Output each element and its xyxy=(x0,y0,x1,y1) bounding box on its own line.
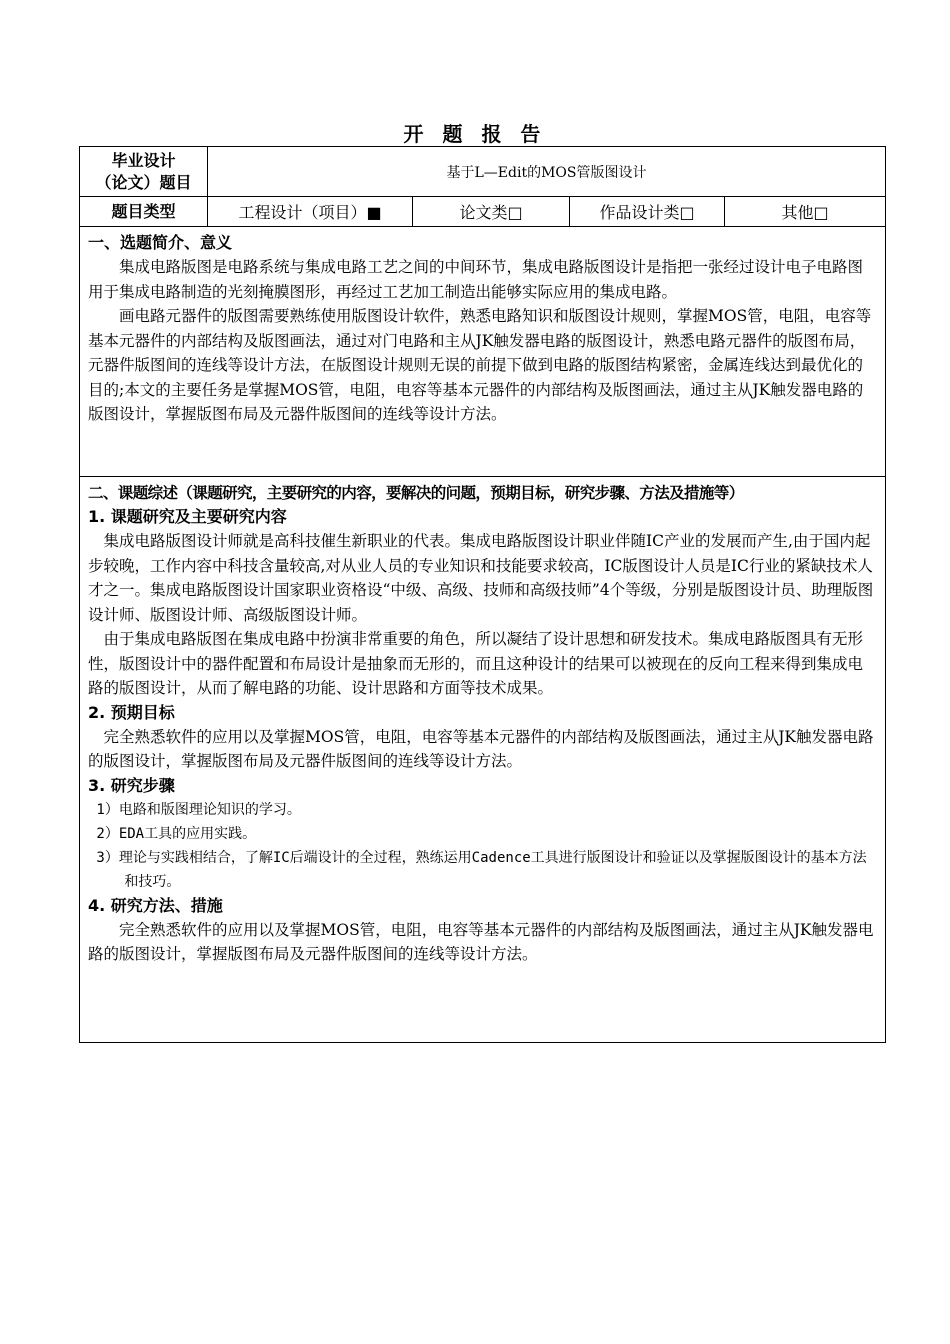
section1-paragraph: 集成电路版图是电路系统与集成电路工艺之间的中间环节，集成电路版图设计是指把一张经过设计电子电路图用于集成电路制造的光刻掩膜图形，再经过工艺加工制造出能够实际应用的集成电路。 xyxy=(88,258,864,301)
section1-heading: 一、选题简介、意义 xyxy=(88,233,233,252)
section2-row xyxy=(80,477,886,1043)
step-item: 2）EDA工具的应用实践。 xyxy=(96,825,257,842)
section2-cell xyxy=(80,477,886,1043)
topic-label-line2: （论文）题目 xyxy=(95,172,192,192)
sub3-heading: 3. 研究步骤 xyxy=(88,775,175,795)
sub4-heading: 4. 研究方法、措施 xyxy=(88,895,223,915)
sub2-paragraph: 完全熟悉软件的应用以及掌握MOS管，电阻，电容等基本元器件的内部结构及版图画法，通过主从JK触发器电路的版图设计，掌握版图布局及元器件版图间的连线等设计方法。 xyxy=(88,727,874,770)
type-option-thesis[interactable]: 论文类□ xyxy=(413,197,570,227)
page-title: 开 题 报 告 xyxy=(403,122,547,146)
sub4-paragraph: 完全熟悉软件的应用以及掌握MOS管，电阻，电容等基本元器件的内部结构及版图画法，通过主从JK触发器电路的版图设计，掌握版图布局及元器件版图间的连线等设计方法。 xyxy=(88,920,874,963)
topic-label xyxy=(80,147,208,197)
type-row xyxy=(80,197,886,227)
type-option-engineering[interactable]: 工程设计（项目）■ xyxy=(208,197,413,227)
step-item: 3）理论与实践相结合，了解IC后端设计的全过程，熟练运用Cadence工具进行版图设计和验证以及掌握版图设计的基本方法和技巧。 xyxy=(96,849,867,890)
sub1-paragraph: 集成电路版图设计师就是高科技催生新职业的代表。集成电路版图设计职业伴随IC产业的发展而产生,由于国内起步较晚，工作内容中科技含量较高,对从业人员的专业知识和技能要求较高，IC版图设计人员是IC行业的紧缺技术人才之一。集成电路版图设计国家职业资格设“中级、高级、技师和高级技师”4个等级，分别是版图设计员、助理版图设计师、版图设计师、高级版图设计师。 xyxy=(88,532,874,624)
section2-heading: 二、课题综述（课题研究，主要研究的内容，要解决的问题，预期目标，研究步骤、方法及措施等） xyxy=(88,484,744,502)
sub1-heading: 1. 课题研究及主要研究内容 xyxy=(88,507,287,526)
type-option-other[interactable]: 其他□ xyxy=(725,197,886,227)
sub1-paragraph: 由于集成电路版图在集成电路中扮演非常重要的角色，所以凝结了设计思想和研发技术。集成电路版图具有无形性，版图设计中的器件配置和布局设计是抽象而无形的，而且这种设计的结果可以被现在的反向工程来得到集成电路的版图设计，从而了解电路的功能、设计思路和方面等技术成果。 xyxy=(88,630,864,697)
section1-row xyxy=(80,227,886,477)
report-table xyxy=(79,146,886,1043)
topic-value: 基于L—Edit的MOS管版图设计 xyxy=(208,147,886,197)
section1-paragraph: 画电路元器件的版图需要熟练使用版图设计软件，熟悉电路知识和版图设计规则，掌握MOS管，电阻，电容等基本元器件的内部结构及版图画法，通过对门电路和主从JK触发器电路的版图设计，熟悉电路元器件的版图布局，元器件版图间的连线等设计方法，在版图设计规则无误的前提下做到电路的版图结构紧密，金属连线达到最优化的目的;本文的主要任务是掌握MOS管，电阻，电容等基本元器件的内部结构及版图画法，通过主从JK触发器电路的版图设计，掌握版图布局及元器件版图间的连线等设计方法。 xyxy=(88,307,872,423)
sub2-heading: 2. 预期目标 xyxy=(88,702,175,722)
step-item: 1）电路和版图理论知识的学习。 xyxy=(96,801,301,818)
topic-row xyxy=(80,147,886,197)
topic-label-line1: 毕业设计 xyxy=(111,150,176,170)
type-option-work-design[interactable]: 作品设计类□ xyxy=(570,197,725,227)
type-label: 题目类型 xyxy=(80,197,208,227)
section1-cell xyxy=(80,227,886,477)
